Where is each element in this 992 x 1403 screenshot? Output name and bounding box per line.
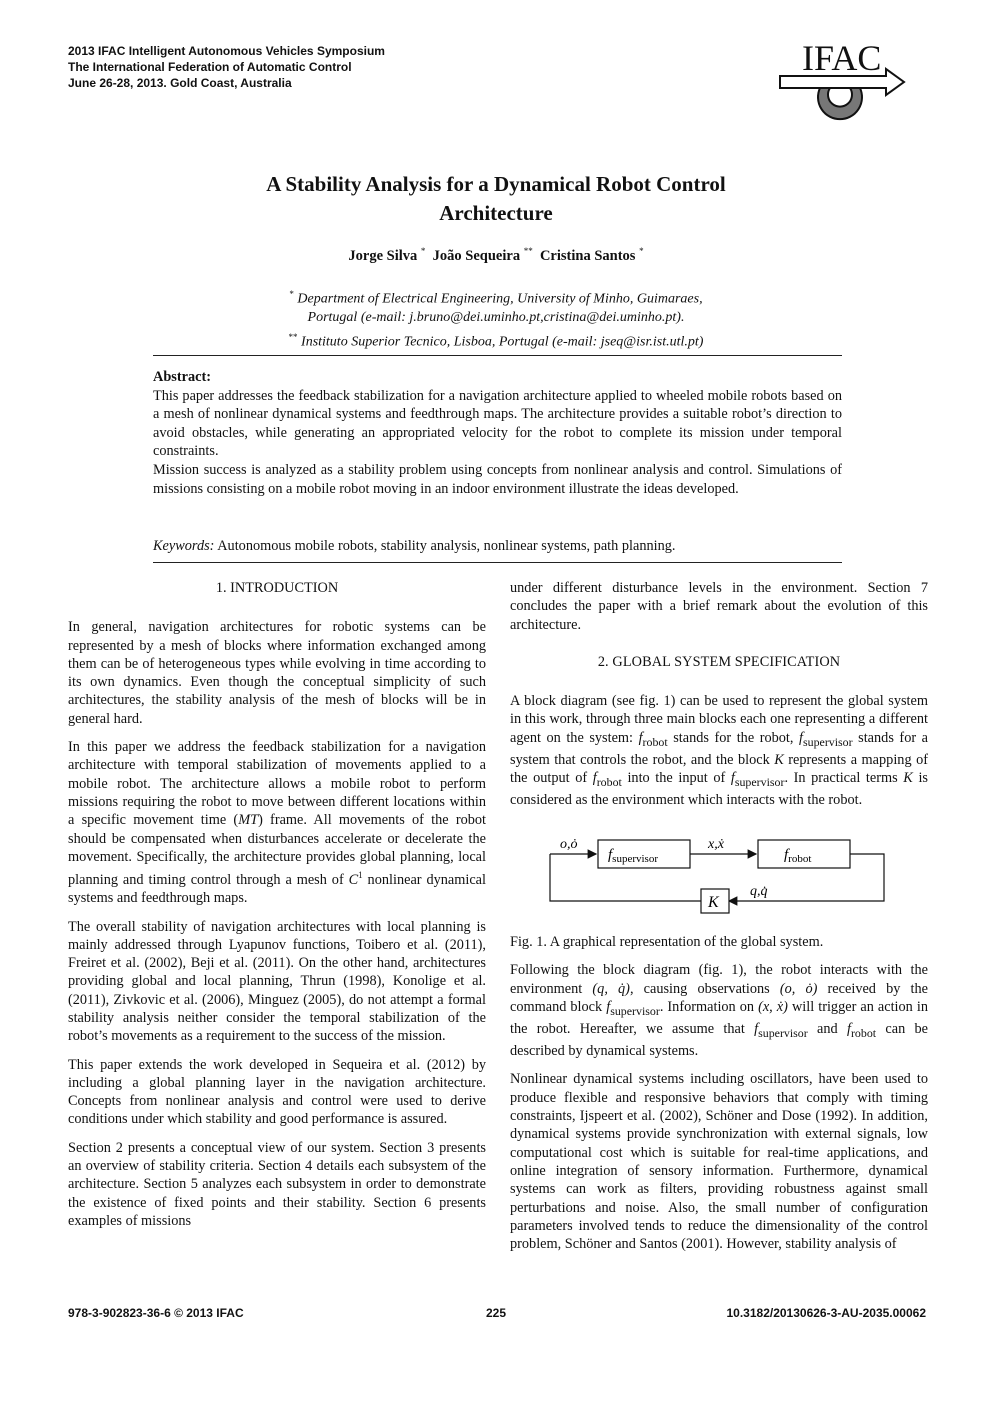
ifac-logo [776,38,908,128]
section-1-heading: 1. INTRODUCTION [215,580,339,596]
footer-doi: 10.3182/20130626-3-AU-2035.00062 [726,1306,926,1320]
intro-p1: In general, navigation architectures for robotic systems can be represented by a mesh of blocks where information exchanged among them can be of heterogeneous types while evolving in time according to its own dynamics. Even though the conceptual simplicity of such architectures, the stability analysis of the mesh of blocks will be in general hard. [68,619,486,727]
abstract-p2: Mission success is analyzed as a stability problem using concepts from nonlinear analysis and control. Simulations of missions consisting on a mobile robot moving in an indoor environment illustrate the ideas developed. [153,461,842,497]
author-2-mark: ** [523,246,533,256]
affil-line-1: Department of Electrical Engineering, University of Minho, Guimaraes, [297,291,703,307]
intro-p5: Section 2 presents a conceptual view of our system. Section 3 presents an overview of stability criteria. Section 4 details each subsystem of the architecture. Section 5 analyzes each subsystem in order to demonstrate the existence of fixed points and their stability. Section 6 presents examples of missions [68,1139,486,1229]
spec-p1: A block diagram (see fig. 1) can be used to represent the global system in this work, through three main blocks each one representing a different agent on the system: $f_{robot}$ stands for the robot, $f_{supervisor}$ stands for a system that controls the robot, and the block K represents a mapping of the output of $f_{robot}$ into the input of $f_{supervisor}$. In practical terms K is considered as the environment which interacts with the robot. [510,693,928,809]
affil-mark-2: ** [288,331,298,342]
top-rule [153,355,842,356]
page-number: 225 [485,1306,507,1320]
logo-ring [818,88,862,119]
abstract-p1: This paper addresses the feedback stabilization for a navigation architecture applied to wheeled mobile robots based on a mesh of nonlinear dynamical systems and feedthrough maps. The architecture provides a suitable robot’s direction to avoid obstacles, while generating an appropriated velocity for the robot to complete its mission under temporal constraints. [153,387,842,460]
spec-p2: Following the block diagram (fig. 1), the robot interacts with the environment (q, q̇), causing observations (o, ȯ) received by the command block $f_{supervisor}$. Information on (x, ẋ) will trigger an action in the robot. Hereafter, we assume that $f_{supervisor}$ and $f_{robot}$ can be described by dynamical systems. [510,962,929,1060]
keywords-label: Keywords: [153,538,215,554]
mid-label: x,ẋ [708,836,724,852]
paper-title [0,170,992,228]
spec-p3: Nonlinear dynamical systems including oscillators, have been used to produce flexible and responsive behaviors that comply with timing constraints, Ijspeert et al. (2002), Schöner and Dose (1992). In addition, dynamical systems provide synchronization with external signals, low computational cost which is suitable for real-time applications, and online integration of sensory information. Furthermore, dynamical systems can work as filters, providing robustness against small perturbations and noise. Also, the small number of configuration parameters involved tends to reduce the dimensionality of the control problem, Schöner and Santos (2001). However, stability analysis of [510,1071,928,1253]
intro-p5-cont: under different disturbance levels in the environment. Section 7 concludes the paper with a brief remark about the evolution of this architecture. [510,580,928,633]
author-1-mark: * [420,246,426,256]
author-1: Jorge Silva [348,247,418,264]
affil-mark-1: * [289,289,294,299]
author-3-mark: * [639,246,644,256]
abstract-heading: Abstract: [153,369,211,385]
intro-p4: This paper extends the work developed in Sequeira et al. (2012) by including a global planning layer in the navigation architecture. Concepts from nonlinear analysis and control were used to derive conditions under which stability and good performance is assured. [68,1056,486,1128]
right-column [510,579,928,1263]
footer-isbn: 978-3-902823-36-6 © 2013 IFAC [68,1306,244,1320]
title-line-2: Architecture [439,201,553,225]
k-block-label: K [708,893,719,911]
authors [0,246,992,265]
conference-header [68,43,385,91]
section-2-heading: 2. GLOBAL SYSTEM SPECIFICATION [597,653,841,670]
abstract [153,368,842,498]
title-line-1: A Stability Analysis for a Dynamical Robot Control [266,172,726,196]
keywords-text: Autonomous mobile robots, stability analysis, nonlinear systems, path planning. [217,538,676,554]
figure-caption: Fig. 1. A graphical representation of the global system. [510,933,824,950]
intro-p2: In this paper we address the feedback stabilization for a navigation architecture with temporal stabilization of movements applied to a mobile robot. The architecture allows a mobile robot to perform missions requiring the robot to move between different locations within a specific movement time (MT) frame. All movements of the robot should be compensated when disturbances accelerate or decelerate the movement. Specifically, the architecture provides global planning, local planning and timing control through a mesh of $C^1$ nonlinear dynamical systems and feedthrough maps. [68,739,487,907]
affil-line-3: Instituto Superior Tecnico, Lisboa, Portugal (e-mail: jseq@isr.ist.utl.pt) [301,334,704,350]
left-column [68,579,486,1240]
affiliations [0,285,992,352]
author-2: João Sequeira [432,247,521,264]
supervisor-block-label: $f_{supervisor}$ [608,846,658,865]
feedback-label: q,q̇ [750,883,768,899]
ifac-logo-text: IFAC [802,38,882,78]
intro-p3: The overall stability of navigation architectures with local planning is mainly addressed through Lyapunov functions, Toibero et al. (2011), Freiret et al. (2002), Beji et al. (2011). On the other hand, architectures providing global and local planning, Thrun (1998), Konolige et al. (2011), Zivkovic et al. (2006), Minguez (2005), do not attempt a formal stability analysis neither consider the temporal stabilization of the robot’s movements as a requirement to the success of the mission. [68,918,486,1045]
robot-block-label: $f_{robot}$ [784,846,812,865]
input-label: o,ȯ [560,836,578,852]
block-diagram [510,828,928,928]
bottom-rule [153,562,842,563]
header-line-1: 2013 IFAC Intelligent Autonomous Vehicles Symposium [68,44,385,58]
affil-line-2: Portugal (e-mail: j.bruno@dei.uminho.pt,cristina@dei.uminho.pt). [307,310,685,326]
author-3: Cristina Santos [539,247,636,264]
header-line-2: The International Federation of Automatic Control [68,60,352,74]
keywords [153,537,842,556]
header-line-3: June 26-28, 2013. Gold Coast, Australia [68,76,292,90]
